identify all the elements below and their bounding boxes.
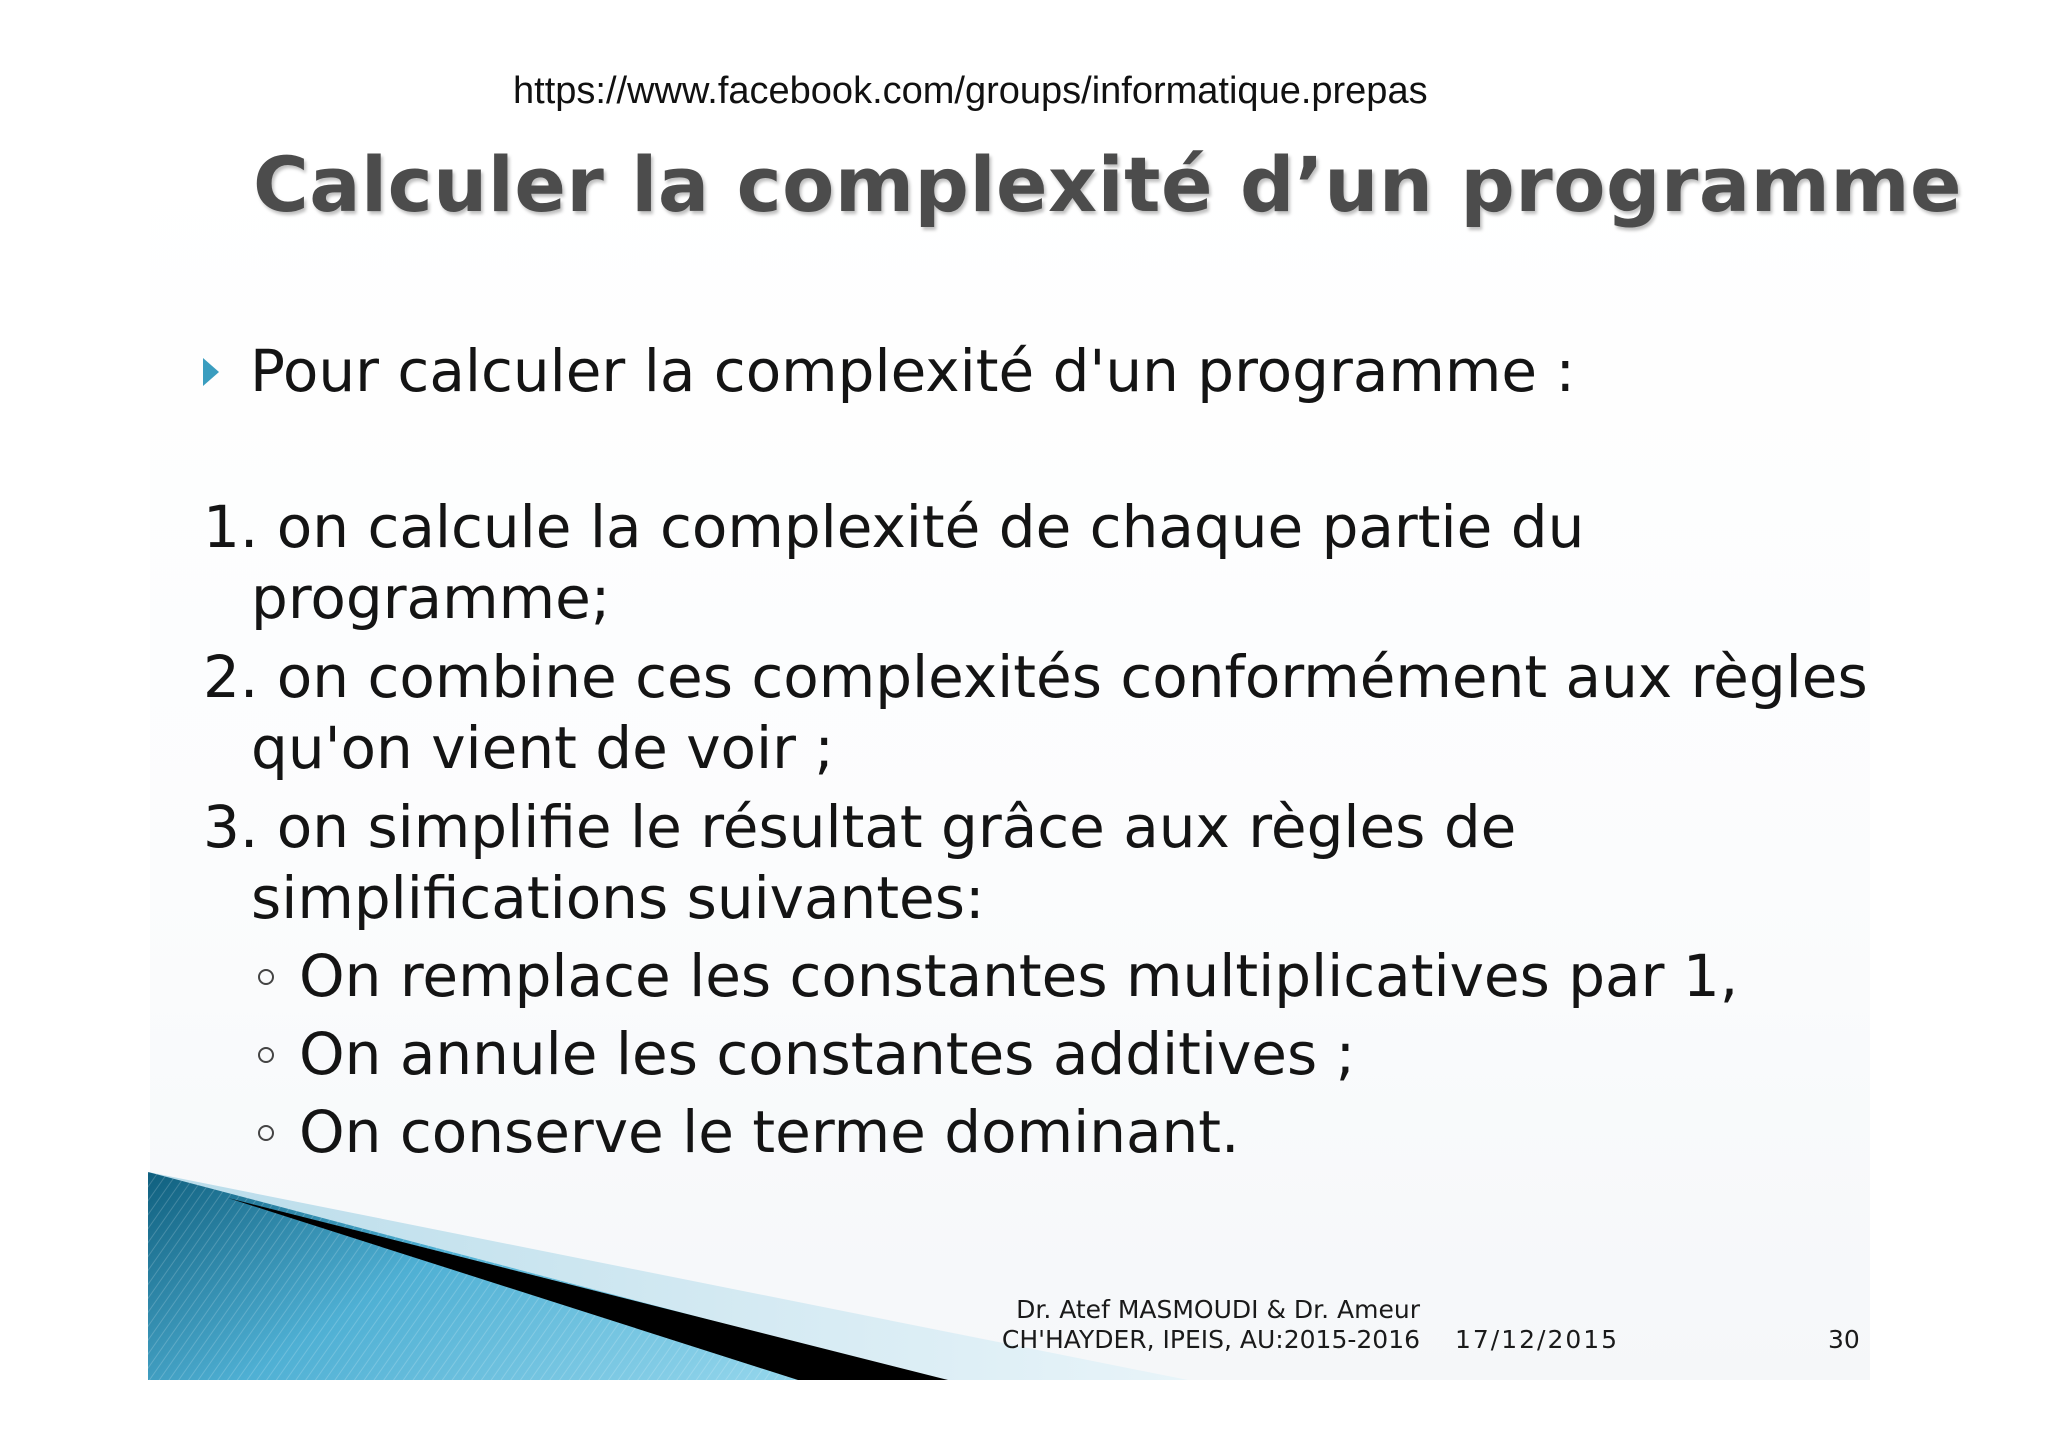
author-line: CH'HAYDER, IPEIS, AU:2015-2016 <box>1001 1325 1420 1354</box>
step-text-continuation: simplifications suivantes: <box>251 864 985 932</box>
step-text: on calcule la complexité de chaque partie du <box>258 493 1585 561</box>
circle-bullet-icon <box>258 1125 274 1141</box>
circle-bullet-icon <box>258 969 274 985</box>
step-number: 3. <box>203 793 259 861</box>
footer-author <box>920 1295 1420 1355</box>
step-text: on combine ces complexités conformément aux règles <box>258 643 1868 711</box>
list-item <box>203 792 1516 862</box>
slide-title: Calculer la complexité d’un programme <box>253 140 1963 229</box>
intro-text: Pour calculer la complexité d'un programme : <box>250 337 1576 405</box>
sub-list-item: On annule les constantes additives ; <box>299 1020 1356 1088</box>
sub-list-item: On remplace les constantes multiplicatives par 1, <box>299 942 1739 1010</box>
circle-bullet-icon <box>258 1047 274 1063</box>
step-number: 1. <box>203 493 259 561</box>
arrow-bullet-icon <box>203 358 219 386</box>
page-number: 30 <box>1828 1325 1860 1354</box>
step-text-continuation: qu'on vient de voir ; <box>251 714 834 782</box>
list-item <box>203 642 1868 712</box>
footer-date: 17/12/2015 <box>1455 1325 1620 1354</box>
sub-list-item: On conserve le terme dominant. <box>299 1098 1240 1166</box>
list-item <box>203 492 1584 562</box>
source-url: https://www.facebook.com/groups/informatique.prepas <box>513 70 1428 112</box>
step-number: 2. <box>203 643 259 711</box>
step-text-continuation: programme; <box>251 564 611 632</box>
step-text: on simplifie le résultat grâce aux règles de <box>258 793 1517 861</box>
author-line: Dr. Atef MASMOUDI & Dr. Ameur <box>1016 1295 1420 1324</box>
